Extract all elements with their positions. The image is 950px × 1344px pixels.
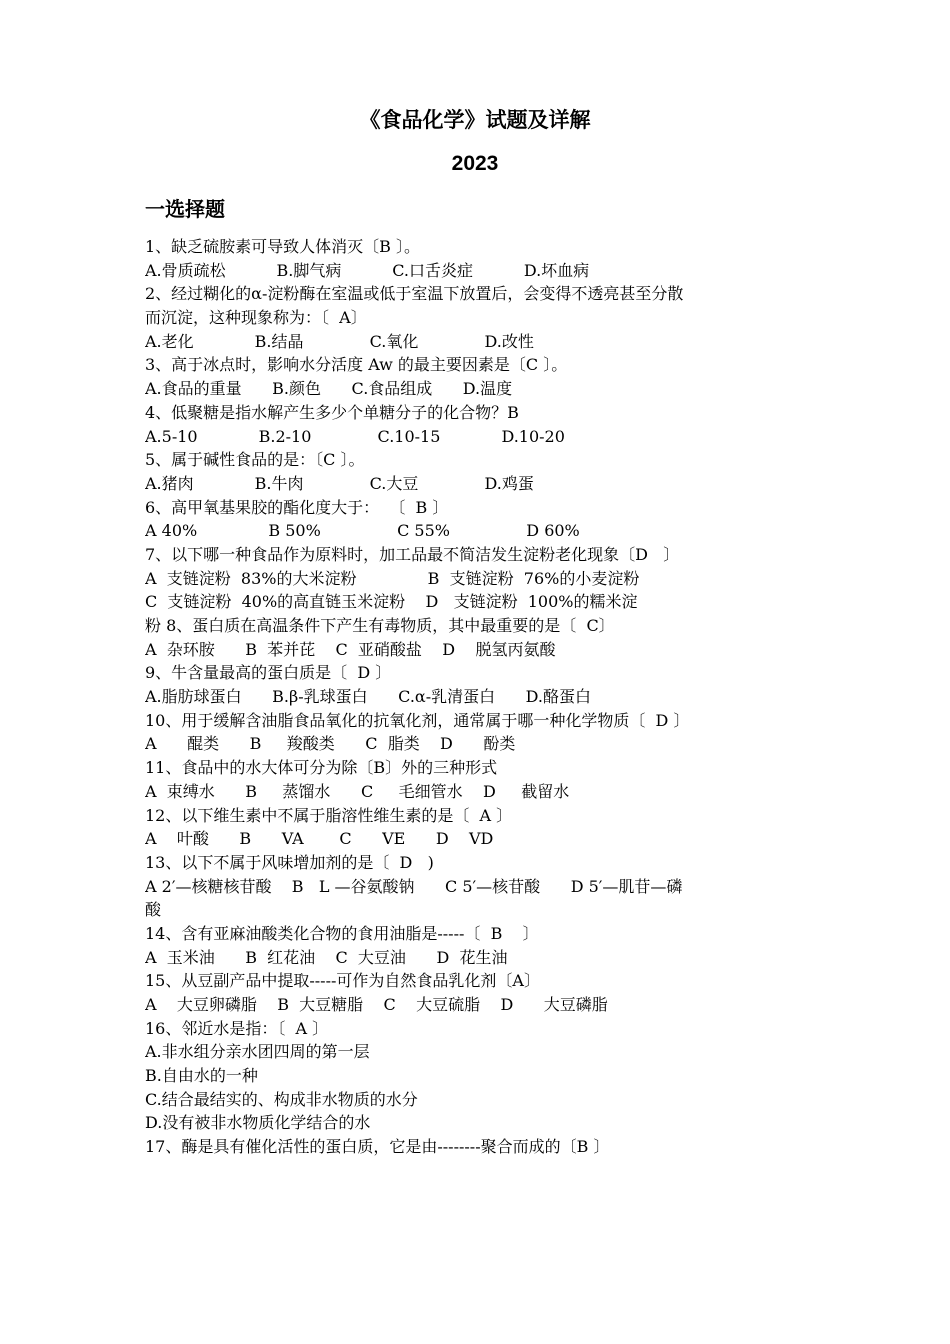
text-line: 3、高于冰点时，影响水分活度 Aw 的最主要因素是〔C 〕。 [145,355,568,375]
text-line: A 2′—核糖核苷酸 B L —谷氨酸钠 C 5′—核苷酸 D 5′—肌苷—磷 [145,876,683,896]
text-line: 14、含有亚麻油酸类化合物的食用油脂是-----〔 B 〕 [145,923,539,943]
text-line: 6、高甲氧基果胶的酯化度大于： 〔 B 〕 [145,497,449,517]
text-line: A 束缚水 B 蒸馏水 C 毛细管水 D 截留水 [145,781,570,801]
text-line: A 玉米油 B 红花油 C 大豆油 D 花生油 [145,947,508,967]
text-line: A.5-10 B.2-10 C.10-15 D.10-20 [145,426,565,446]
text-line: 9、牛含量最高的蛋白质是〔 D 〕 [145,663,392,683]
text-line: 12、以下维生素中不属于脂溶性维生素的是〔 A 〕 [145,805,513,825]
text-line: C.结合最结实的、构成非水物质的水分 [145,1089,418,1109]
text-line: 而沉淀，这种现象称为：〔 A〕 [145,308,367,328]
text-line: A.骨质疏松 B.脚气病 C.口舌炎症 D.坏血病 [145,260,590,280]
text-line: 1、缺乏硫胺素可导致人体消灭〔B 〕。 [145,237,421,256]
text-line: A 支链淀粉 83%的大米淀粉 B 支链淀粉 76%的小麦淀粉 [145,568,640,588]
text-line: 17、酶是具有催化活性的蛋白质，它是由--------聚合而成的〔B 〕 [145,1137,610,1157]
text-line: 16、邻近水是指：〔 A 〕 [145,1018,329,1038]
text-line: B.自由水的一种 [145,1066,258,1086]
text-line: 酸 [145,900,162,920]
text-line: A.猪肉 B.牛肉 C.大豆 D.鸡蛋 [145,473,534,493]
text-line: 7、以下哪一种食品作为原料时，加工品最不简洁发生淀粉老化现象〔D 〕 [145,544,680,564]
text-line: 5、属于碱性食品的是：〔C 〕。 [145,450,365,470]
text-line: A 醌类 B 羧酸类 C 脂类 D 酚类 [145,734,516,754]
text-line: 粉 8、蛋白质在高温条件下产生有毒物质，其中最重要的是〔 C〕 [145,616,615,635]
text-line: A.非水组分亲水团四周的第一层 [145,1042,370,1062]
question-list [145,235,815,1159]
text-line: A 大豆卵磷脂 B 大豆糖脂 C 大豆硫脂 D 大豆磷脂 [145,995,608,1014]
text-line: 15、从豆副产品中提取-----可作为自然食品乳化剂〔A〕 [145,971,540,991]
text-line: A.老化 B.结晶 C.氧化 D.改性 [145,331,534,351]
section-heading: 一选择题 [145,197,225,221]
text-line: A.脂肪球蛋白 B.β-乳球蛋白 C.α-乳清蛋白 D.酪蛋白 [145,687,592,707]
document-title: 《食品化学》试题及详解 [359,108,591,132]
text-line: 4、低聚糖是指水解产生多少个单糖分子的化合物？B [145,402,519,422]
text-line: C 支链淀粉 40%的高直链玉米淀粉 D 支链淀粉 100%的糯米淀 [145,592,638,612]
text-line: D.没有被非水物质化学结合的水 [145,1113,371,1133]
text-line: 2、经过糊化的α-淀粉酶在室温或低于室温下放置后，会变得不透亮甚至分散 [145,284,684,304]
text-line: 10、用于缓解含油脂食品氧化的抗氧化剂，通常属于哪一种化学物质〔 D 〕 [145,710,690,730]
text-line: A 叶酸 B VA C VE D VD [145,829,494,849]
document-year: 2023 [451,152,499,175]
text-line: A 40% B 50% C 55% D 60% [145,521,580,541]
text-line: 13、以下不属于风味增加剂的是〔 D ) [145,852,434,872]
text-line: 11、食品中的水大体可分为除〔B〕外的三种形式 [145,758,498,778]
text-line: A 杂环胺 B 苯并芘 C 亚硝酸盐 D 脱氢丙氨酸 [145,639,556,659]
text-line: A.食品的重量 B.颜色 C.食品组成 D.温度 [145,379,513,399]
